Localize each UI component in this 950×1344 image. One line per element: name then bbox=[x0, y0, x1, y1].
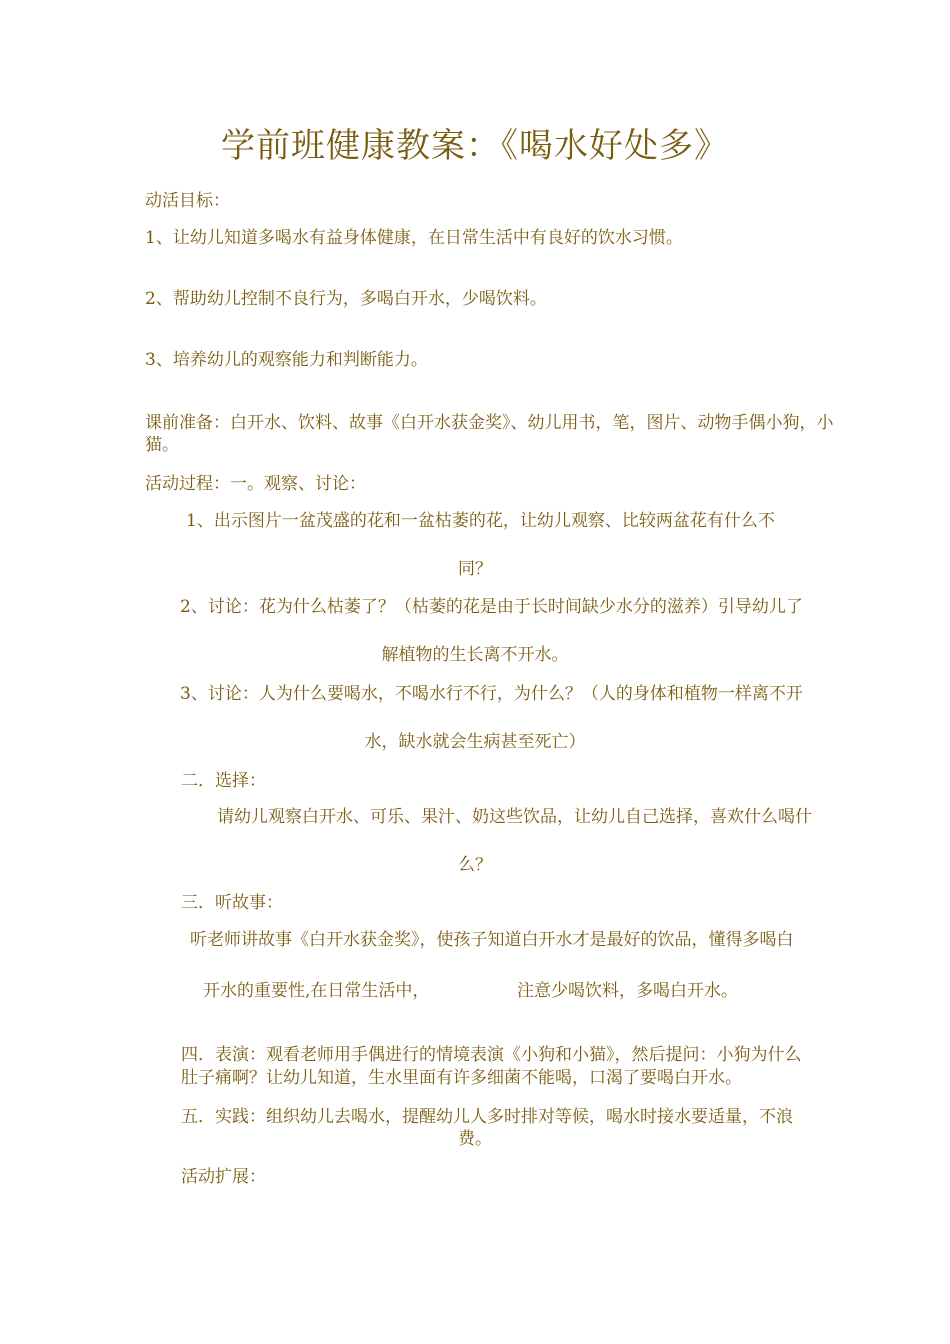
observe-item-continuation: 解植物的生长离不开水。 bbox=[381, 645, 569, 665]
observe-item: 3、讨论：人为什么要喝水，不喝水行不行，为什么？（人的身体和植物一样离不开 bbox=[180, 684, 803, 704]
observe-item-continuation: 水，缺水就会生病甚至死亡） bbox=[364, 732, 586, 752]
observe-item: 1、出示图片一盆茂盛的花和一盆枯萎的花，让幼儿观察、比较两盆花有什么不 bbox=[186, 511, 775, 531]
extension-heading: 活动扩展： bbox=[181, 1167, 266, 1187]
choose-heading: 二．选择： bbox=[181, 771, 266, 791]
goals-heading: 动活目标： bbox=[145, 191, 230, 211]
process-heading: 活动过程：一。观察、讨论： bbox=[145, 474, 366, 494]
practice-line: 五．实践：组织幼儿去喝水，提醒幼儿人多时排对等候，喝水时接水要适量，不浪 bbox=[181, 1107, 793, 1127]
choose-line-continuation: 么？ bbox=[458, 855, 492, 875]
choose-line: 请幼儿观察白开水、可乐、果汁、奶这些饮品，让幼儿自己选择，喜欢什么喝什 bbox=[217, 807, 812, 827]
story-line: 听老师讲故事《白开水获金奖》，使孩子知道白开水才是最好的饮品，懂得多喝白 bbox=[190, 930, 794, 950]
prep-line: 课前准备：白开水、饮料、故事《白开水获金奖》、幼儿用书，笔，图片、动物手偶小狗，小 bbox=[145, 413, 834, 433]
story-heading: 三．听故事： bbox=[181, 893, 283, 913]
practice-line-continuation: 费。 bbox=[458, 1129, 492, 1149]
observe-item: 2、讨论：花为什么枯萎了？（枯萎的花是由于长时间缺少水分的滋养）引导幼儿了 bbox=[180, 597, 803, 617]
observe-item-continuation: 同？ bbox=[458, 559, 492, 579]
perform-line: 肚子痛啊？让幼儿知道，生水里面有许多细菌不能喝，口渴了要喝白开水。 bbox=[181, 1068, 742, 1088]
prep-line: 猫。 bbox=[145, 435, 179, 455]
story-line-part: 开水的重要性,在日常生活中， bbox=[203, 981, 430, 1001]
document-title: 学前班健康教案：《喝水好处多》 bbox=[221, 126, 729, 166]
goal-item: 3、培养幼儿的观察能力和判断能力。 bbox=[145, 350, 428, 370]
goal-item: 2、帮助幼儿控制不良行为，多喝白开水，少喝饮料。 bbox=[145, 289, 547, 309]
story-line-part: 注意少喝饮料，多喝白开水。 bbox=[517, 981, 738, 1001]
perform-line: 四．表演：观看老师用手偶进行的情境表演《小狗和小猫》，然后提问：小狗为什么 bbox=[181, 1045, 802, 1065]
goal-item: 1、让幼儿知道多喝水有益身体健康，在日常生活中有良好的饮水习惯。 bbox=[145, 228, 683, 248]
